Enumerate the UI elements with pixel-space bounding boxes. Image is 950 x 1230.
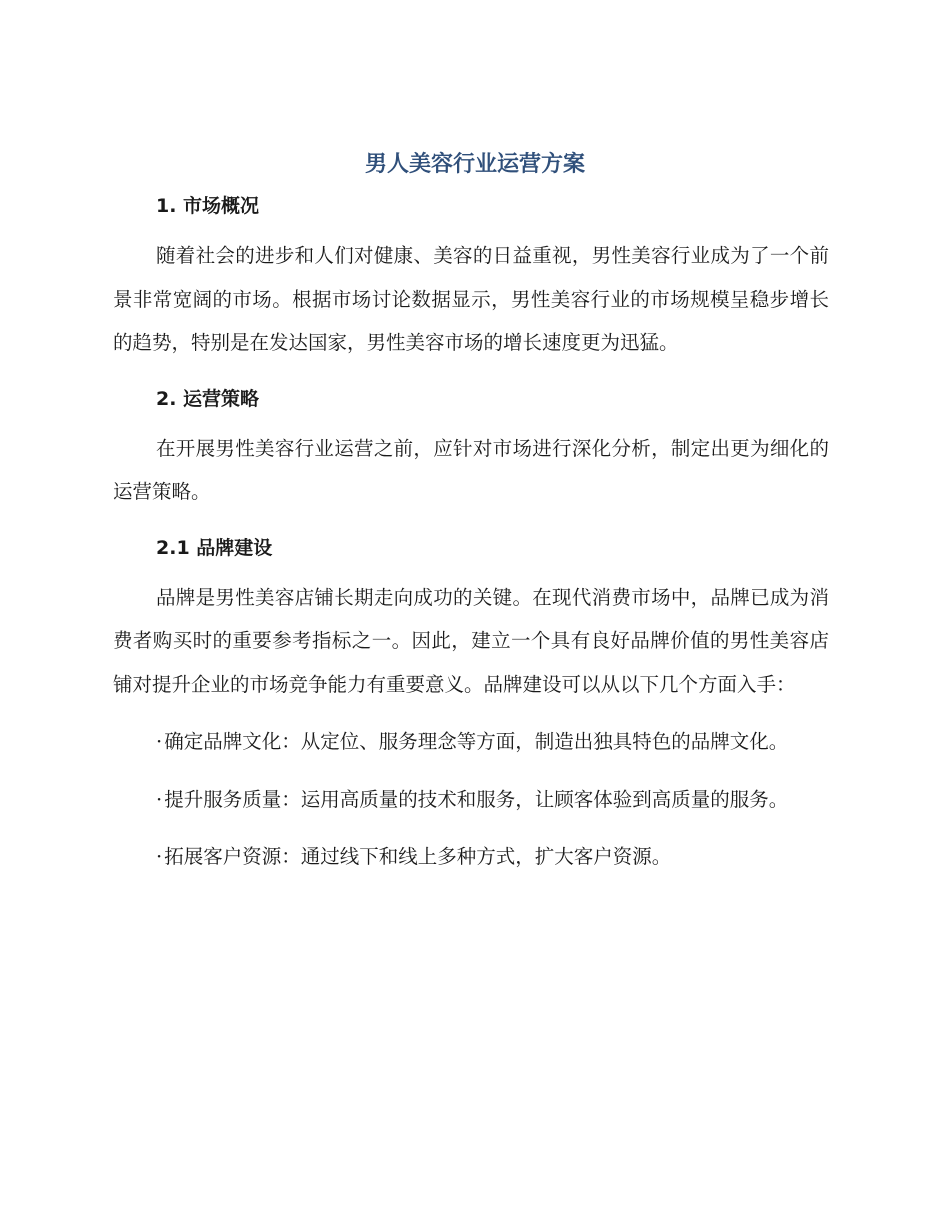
bullet-text: 拓展客户资源：通过线下和线上多种方式，扩大客户资源。 (164, 845, 672, 868)
bullet-dot: · (156, 730, 163, 753)
bullet-dot: · (156, 787, 163, 811)
document-title: 男人美容行业运营方案 (364, 152, 585, 177)
paragraph-operation-strategy: 在开展男性美容行业运营之前，应针对市场进行深化分析，制定出更为细化的运营策略。 (113, 436, 829, 503)
bullet-item-service-quality (113, 778, 829, 822)
document-body (113, 190, 829, 879)
bullet-text: 确定品牌文化：从定位、服务理念等方面，制造出独具特色的品牌文化。 (164, 730, 789, 753)
bullet-dot: · (156, 845, 163, 868)
section-heading-operation-strategy: 2. 运营策略 (156, 387, 260, 410)
section-heading-brand-building: 2.1 品牌建设 (156, 536, 273, 559)
paragraph-market-overview: 随着社会的进步和人们对健康、美容的日益重视，男性美容行业成为了一个前景非常宽阔的市场。根据市场讨论数据显示，男性美容行业的市场规模呈稳步增长的趋势，特别是在发达国家，男性美容市场的增长速度更为迅猛。 (113, 244, 829, 354)
bullet-item-brand-culture (113, 720, 829, 764)
paragraph-brand-building: 品牌是男性美容店铺长期走向成功的关键。在现代消费市场中，品牌已成为消费者购买时的重要参考指标之一。因此，建立一个具有良好品牌价值的男性美容店铺对提升企业的市场竞争能力有重要意义。品牌建设可以从以下几个方面入手： (113, 585, 829, 696)
section-heading-market-overview: 1. 市场概况 (156, 195, 260, 217)
bullet-item-customer-resources (113, 835, 829, 879)
bullet-text: 提升服务质量：运用高质量的技术和服务，让顾客体验到高质量的服务。 (164, 787, 789, 811)
